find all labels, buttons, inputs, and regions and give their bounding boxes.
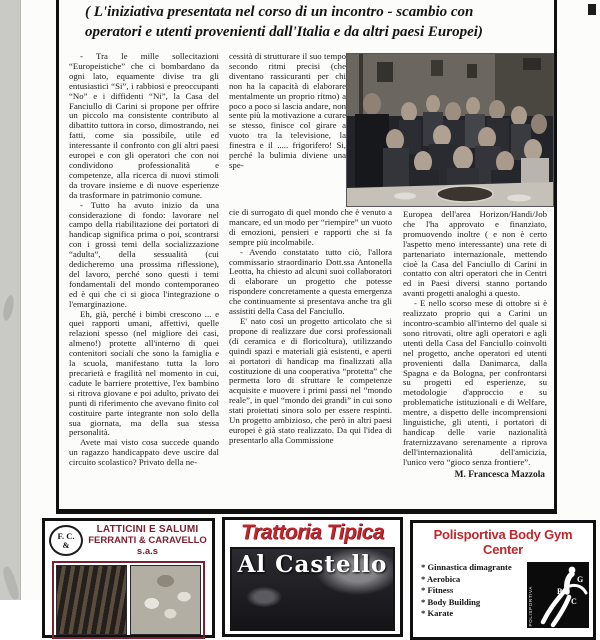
restaurant-interior-photo: [230, 547, 395, 631]
ad-polisportiva-body: [413, 560, 593, 628]
paragraph: cessità di strutturare il suo tempo secondo ritmi precisi (che diventano rassicuranti per chi non ha la capacità di elaborare mentalmente un proprio ritmo) a poco a poco si lascia andare, non sente più la motivazione a curare se stesso, finisce col girare a vuoto tra la televisione, la finestra e il ..... frigorifero! Si, perché la bulimia diviene una spe-: [229, 51, 346, 170]
ad-latticini-title: [87, 524, 208, 557]
paragraph: - Avendo constatato tutto ciò, l'allora commissario straordinario Dott.ssa Antonella Leotta, ha chiesto ad alcuni suoi collaboratori di elaborare un progetto che potesse rispondere concretamente a questa emergenza che continuamente si presentava anche tra gli assistiti della Casa del Fanciullo.: [229, 246, 392, 317]
ad-latticini-ferranti-caravello: [42, 518, 215, 638]
svg-text:B: B: [557, 587, 563, 596]
activity-list: [421, 562, 523, 628]
paragraph: Eh, già, perché i bimbi crescono ... e quei rapporti umani, affettivi, quelle relazioni spesso (nel migliore dei casi, almeno!) protette all'interno di quei contenitori sociali che sono la famiglia e la scuola, manifestano tutta la loro precarietà e fragilità nel momento in cui, cadute le barriere protettive, l'ex bambino si ritrova giovane e poi adulto, privato dei punti di riferimento che avevano finito col costituire parte integrante non solo della sua giornata, ma della sua stessa personalità.: [69, 308, 219, 438]
group-photo: [347, 54, 553, 206]
ad-polisportiva-title: Polisportiva Body Gym Center: [433, 527, 573, 557]
fc-logo-ampersand: &: [62, 539, 70, 550]
paragraph: - Tutto ha avuto inizio da una considerazione di fondo: lavorare nel campo della riabilitazione dei portatori di handicap significa prima o poi, scontrarsi con i grossi temi della socializzazione “adulta”, della sessualità (cui dedicheremo una prossima riflessione), del lavoro, perché sono questi i temi fondamentali del mondo contemporaneo ed è qui che ci si gioca l'integrazione o l'emarginazione.: [69, 199, 219, 309]
ad-latticini-line1: LATTICINI E SALUMI: [96, 524, 199, 535]
activity-item: * Aerobica: [421, 573, 461, 584]
scan-artifact: [588, 4, 596, 15]
ad-polisportiva-body-gym: [410, 520, 596, 640]
ad-latticini-line2: FERRANTI & CARAVELLO s.a.s: [88, 535, 207, 557]
group-photo-image: [347, 54, 553, 206]
svg-text:G: G: [577, 575, 584, 584]
author-byline: M. Francesca Mazzola: [454, 469, 545, 480]
food-photo-strip: [52, 561, 205, 639]
article-column-2-upper: [229, 52, 346, 206]
ad-latticini-header: [45, 521, 212, 559]
activity-item: * Fitness: [421, 585, 454, 596]
activity-item: * Body Building: [421, 596, 481, 607]
svg-text:C: C: [571, 597, 577, 606]
article-subtitle-line1: ( L'iniziativa presentata nel corso di un incontro - scambio con: [85, 4, 474, 20]
fc-logo-initials: F. C.: [57, 530, 75, 541]
paragraph: - E nello scorso mese di ottobre si è realizzato proprio qui a Carini un incontro-scambio all'interno del quale si sono ritrovati, oltre agli operatori e agli utenti della Casa del Fanciullo coinvolti nel progetto, anche operatori ed utenti provenienti dalla Danimarca, dalla Spagna e da Bologna, per confrontarsi su progetti ed esperienze, su metodologie d'approccio e su problematiche istituzionali e di Welfare, mentre, a dispetto delle incomprensioni linguistiche, gli utenti, i portatori di handicap delle varie nazionalità fraternizzavano serenamente a riprova dell'internazionalità dell'amicizia, l'unico vero “gioco senza frontiere”.: [403, 298, 547, 467]
activity-item: * Karate: [421, 608, 454, 619]
gym-logo: [527, 562, 589, 628]
gymnast-icon: [533, 562, 589, 628]
article-column-3: [403, 210, 547, 502]
latticini-photo: [130, 565, 201, 635]
paragraph: Avete mai visto cosa succede quando un ragazzo handicappato deve uscire dal circuito scolastico? Privato della ne-: [69, 437, 219, 468]
ad-trattoria-name: Al Castello: [237, 551, 388, 578]
salumi-photo: [56, 565, 127, 635]
ad-trattoria-title: Trattoria Tipica: [241, 521, 384, 544]
activity-item: * Ginnastica dimagrante: [421, 562, 512, 572]
fc-monogram-logo: [49, 525, 83, 556]
gym-logo-vertical-text: POLISPORTIVA: [528, 585, 533, 626]
paragraph: Europea dell'area Horizon/Handi/Job che l'ha approvato e finanziato, promuovendo inoltre ( e non è certo l'aspetto meno interessante) una rete di partenariato internazionale, mettendo cioè la Casa del Fanciullo di Carini in contatto con altri operatori che in Centri ed in Paesi diversi stanno portando avanti progetti analoghi a questo.: [403, 209, 547, 299]
article-frame: [56, 0, 557, 514]
article-column-1: [69, 52, 219, 502]
article-subtitle-line2: operatori e utenti provenienti dall'Italia e da altri paesi Europei): [85, 23, 483, 40]
article-subtitle: [85, 3, 541, 42]
article-column-2: [229, 208, 392, 502]
ad-trattoria-al-castello: [222, 517, 403, 637]
paragraph: E' nato così un progetto articolato che si propone di realizzare due corsi professionali (di ceramica e di floricoltura), utilizzando quindi spazi e materiali già esistenti, e aperti ai portatori di handicap ma finalizzati alla costituzione di una cooperativa “protetta” che permetta loro di sfruttare le competenze acquisite e muovere i primi passi nel “mondo reale”, in quel “mondo dei grandi” in cui sono stati proiettati sinora solo per essere respinti. Un progetto ambizioso, che però in altri paesi europei è già stato realizzato. Da qui l'idea di presentarlo alla Commissione: [229, 315, 392, 445]
paragraph: - Tra le mille sollecitazioni “Europeistiche” che ci bombardano da ogni lato, equamente divise tra gli entusiastici “Si”, i rabbiosi e preoccupanti “No” e i diffidenti “Ni”, la Casa del Fanciullo di Carini si propone per offrire un piccolo ma consistente contributo al dibattito tuttora in corso, dimostrando, nei fatti, come sia possibile, utile ed interessante il confronto con gli altri paesi europei e con gli operatori che con noi condividono professionalità e competenze, alla ricerca di nuovi stimoli da trovare insieme e di nuove esperienze da trasformare in patrimonio comune.: [69, 51, 219, 200]
paragraph: cie di surrogato di quel mondo che è venuto a mancare, ed un modo per “riempire” un vuoto di emozioni, pensieri e rapporti che si fa sempre più incolmabile.: [229, 207, 392, 247]
